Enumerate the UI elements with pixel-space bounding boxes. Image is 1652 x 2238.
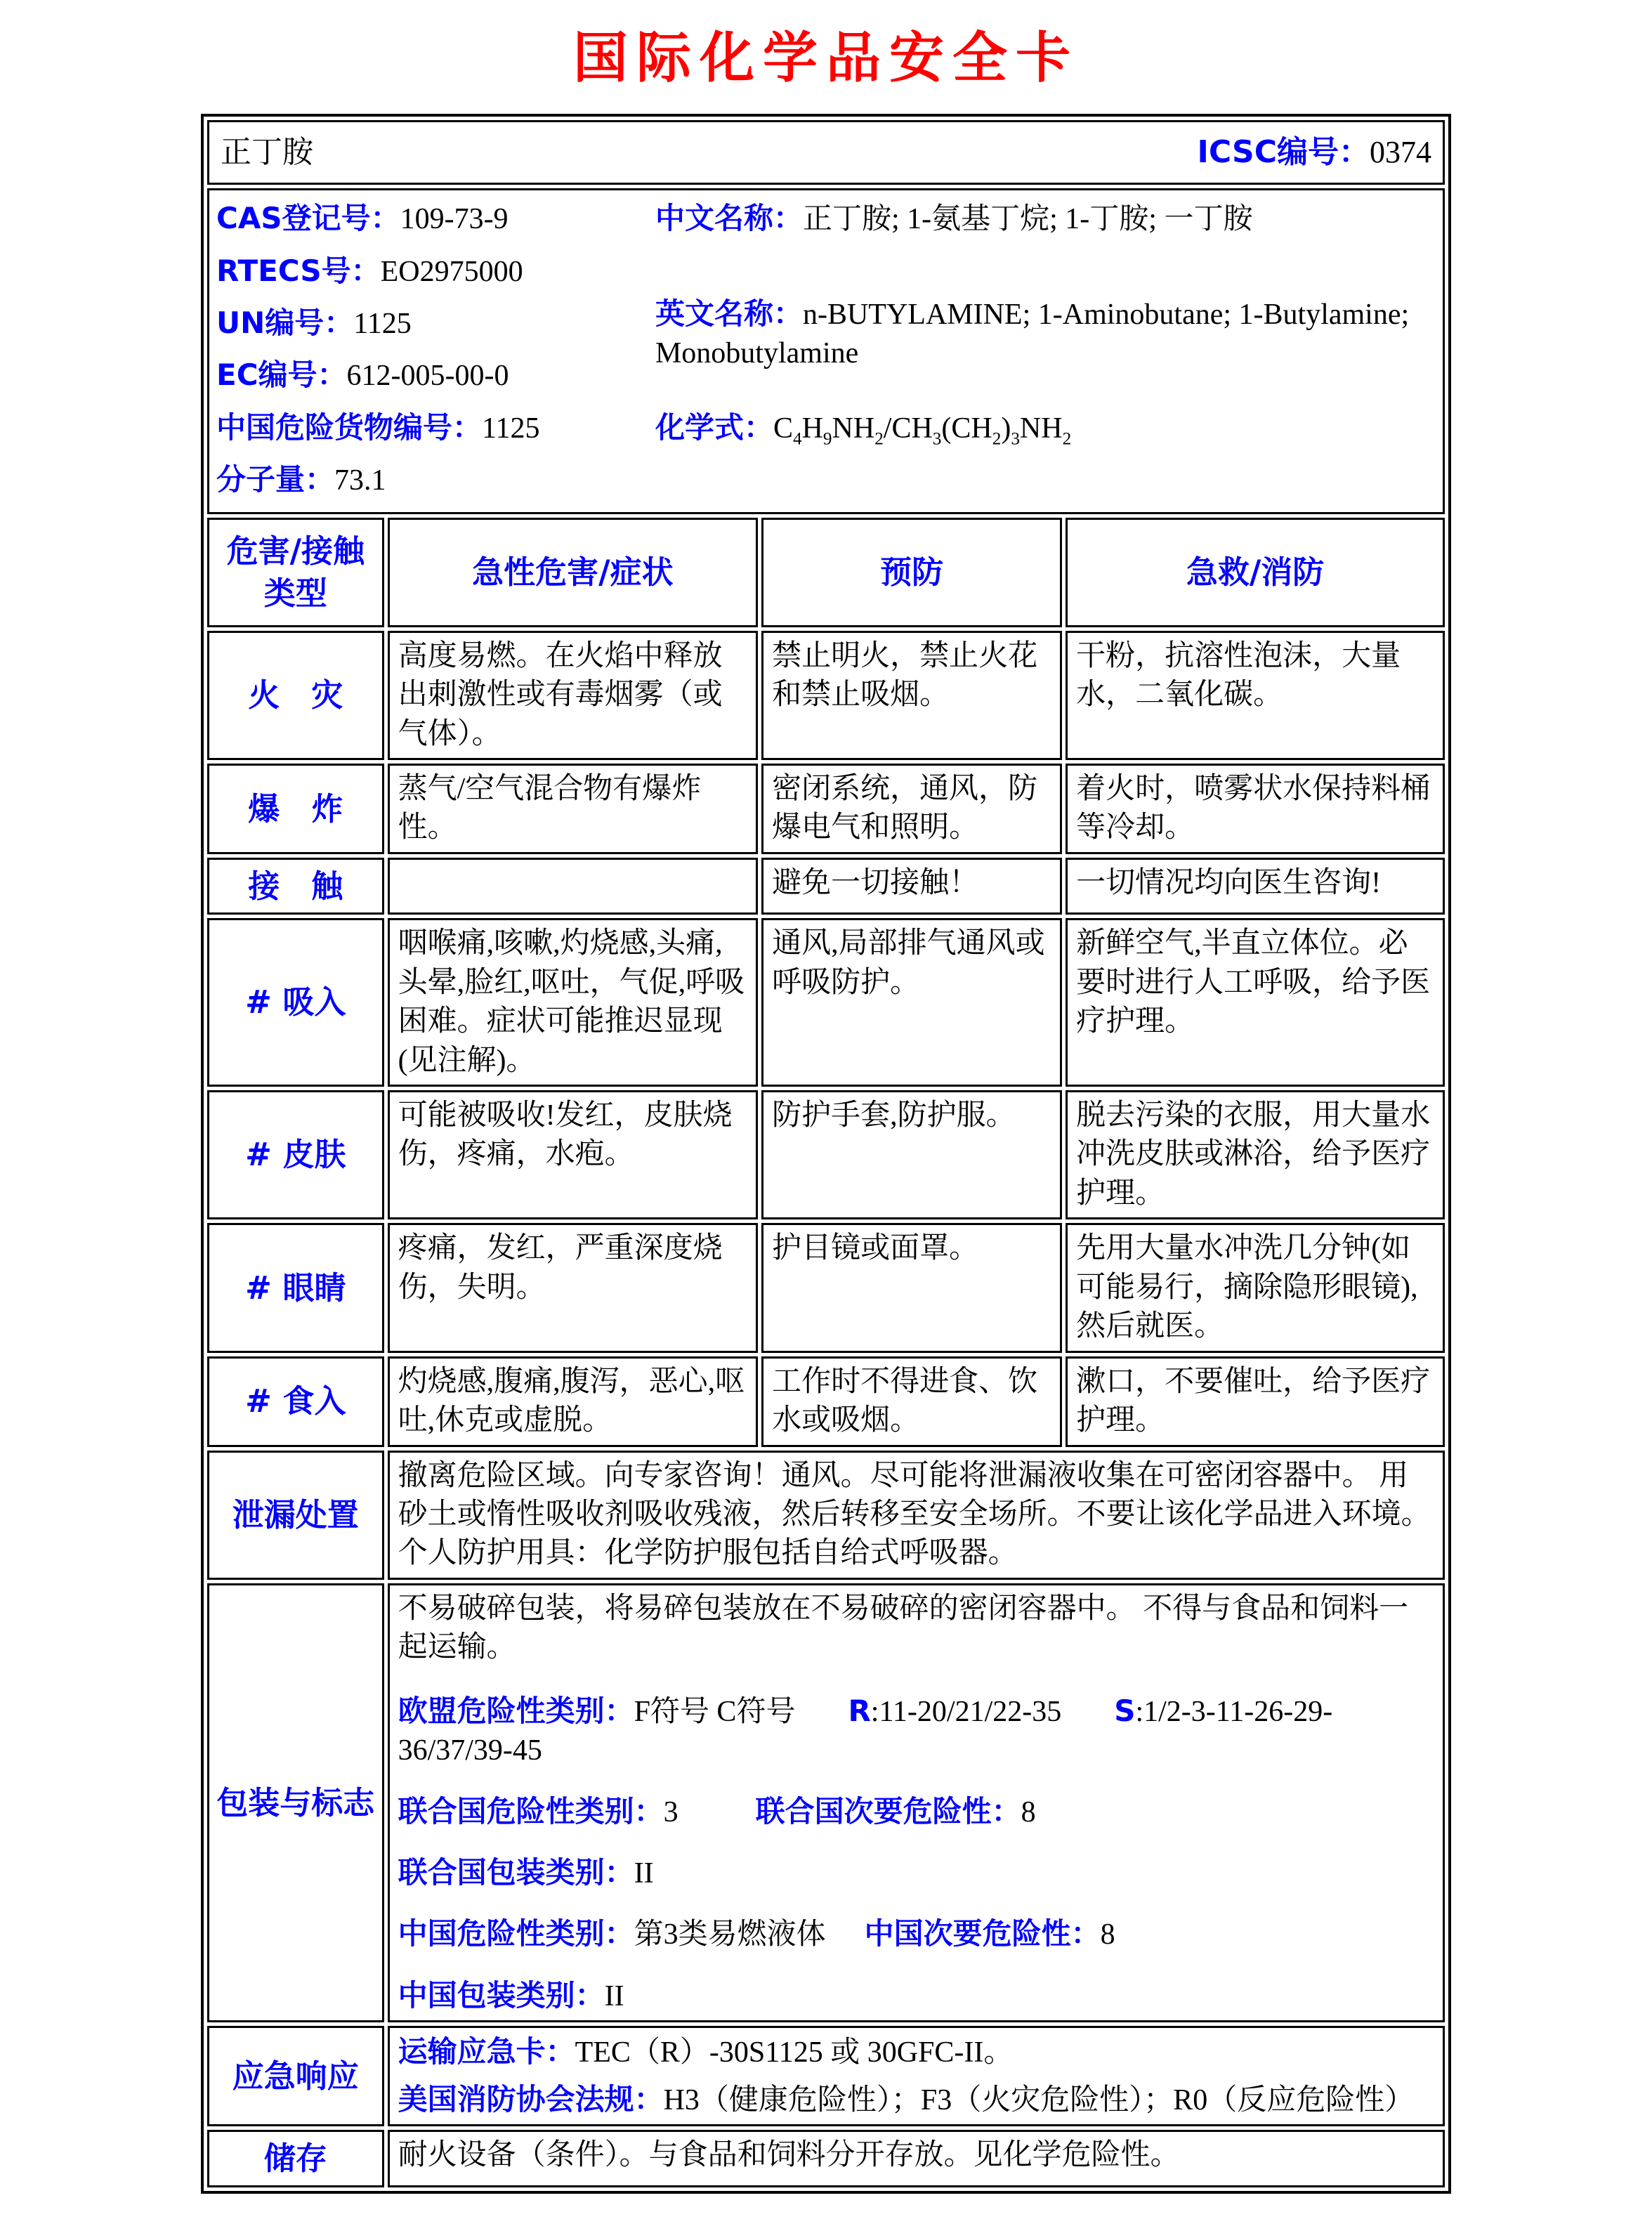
ec-value: 612-005-00-0 bbox=[346, 360, 509, 393]
un-sub-label: 联合国次要危险性： bbox=[755, 1793, 1021, 1828]
formula-label: 化学式： bbox=[655, 410, 773, 445]
packaging-row bbox=[207, 1583, 1445, 2023]
skin-response: 脱去污染的衣服，用大量水冲洗皮肤或淋浴，给予医疗护理。 bbox=[1066, 1090, 1445, 1219]
storage-text: 耐火设备（条件）。与食品和饲料分开存放。见化学危险性。 bbox=[388, 2130, 1445, 2187]
packaging-content bbox=[388, 1583, 1445, 2023]
cn-sub-label: 中国次要危险性： bbox=[864, 1916, 1101, 1951]
packaging-intro: 不易破碎包装，将易碎包装放在不易破碎的密闭容器中。 不得与食品和饲料一起运输。 bbox=[398, 1592, 1409, 1664]
emergency-nfpa-line bbox=[398, 2080, 1434, 2120]
packaging-un-pack-line bbox=[398, 1853, 1434, 1893]
skin-symptoms: 可能被吸收!发红，皮肤烧伤，疼痛，水疱。 bbox=[388, 1090, 759, 1219]
un-class-label: 联合国危险性类别： bbox=[398, 1793, 664, 1828]
identification-registry-column bbox=[216, 199, 655, 501]
ec-number-line bbox=[216, 355, 655, 395]
ingestion-label: # 食入 bbox=[207, 1356, 384, 1447]
icsc-card bbox=[201, 114, 1451, 2194]
icsc-number: 0374 bbox=[1370, 135, 1431, 169]
ingestion-response: 漱口，不要催吐，给予医疗护理。 bbox=[1066, 1356, 1445, 1447]
identification-names-column bbox=[655, 199, 1436, 501]
spill-row bbox=[207, 1451, 1445, 1580]
cn-class-label: 中国危险性类别： bbox=[398, 1916, 634, 1951]
china-dg-value: 1125 bbox=[482, 412, 540, 445]
packaging-cn-line bbox=[398, 1914, 1434, 1954]
inhalation-symptoms: 咽喉痛,咳嗽,灼烧感,头痛,头晕,脸红,呕吐，气促,呼吸困难。症状可能推迟显现(见注解)。 bbox=[388, 918, 759, 1087]
un-value: 1125 bbox=[353, 307, 412, 340]
ec-label: EC编号： bbox=[216, 358, 347, 393]
inhalation-response: 新鲜空气,半直立体位。必要时进行人工呼吸，给予医疗护理。 bbox=[1066, 918, 1445, 1087]
fire-response: 干粉，抗溶性泡沫，大量水，二氧化碳。 bbox=[1066, 631, 1445, 760]
contact-response: 一切情况均向医生咨询! bbox=[1066, 858, 1445, 915]
hazard-row-explosion bbox=[207, 764, 1445, 854]
cn-pack-value: II bbox=[604, 1979, 624, 2013]
molecular-weight-value: 73.1 bbox=[334, 464, 386, 497]
storage-label: 储存 bbox=[207, 2130, 384, 2187]
contact-prevention: 避免一切接触！ bbox=[761, 858, 1062, 915]
cas-label: CAS登记号： bbox=[216, 201, 400, 236]
emergency-row bbox=[207, 2026, 1445, 2126]
fire-prevention: 禁止明火，禁止火花和禁止吸烟。 bbox=[761, 631, 1062, 760]
formula-value: $C_4H_9NH_2/CH_3(CH_2)_3NH_2$ bbox=[773, 412, 1072, 449]
explosion-prevention: 密闭系统，通风，防爆电气和照明。 bbox=[761, 764, 1062, 854]
molecular-weight-label: 分子量： bbox=[216, 462, 335, 497]
ingestion-symptoms: 灼烧感,腹痛,腹泻，恶心,呕吐,休克或虚脱。 bbox=[388, 1356, 759, 1447]
hazard-header-symptoms: 急性危害/症状 bbox=[388, 518, 759, 627]
r-phrase-value: :11-20/21/22-35 bbox=[870, 1695, 1062, 1728]
s-phrase-label: S bbox=[1114, 1693, 1136, 1728]
english-name-line bbox=[655, 294, 1436, 374]
r-phrase-label: R bbox=[848, 1693, 871, 1728]
s-phrase-value: :1/2-3-11-26-29-36/37/39-45 bbox=[398, 1695, 1333, 1767]
packaging-label: 包装与标志 bbox=[207, 1583, 384, 2023]
page-title: 国际化学品安全卡 bbox=[572, 27, 1079, 90]
fire-symptoms: 高度易燃。在火焰中释放出刺激性或有毒烟雾（或气体）。 bbox=[388, 631, 759, 760]
hazard-row-fire bbox=[207, 631, 1445, 760]
rtecs-number-line bbox=[216, 251, 655, 292]
un-pack-label: 联合国包装类别： bbox=[398, 1855, 634, 1890]
chinese-name-line bbox=[655, 199, 1436, 239]
eyes-symptoms: 疼痛，发红，严重深度烧伤，失明。 bbox=[388, 1223, 759, 1352]
hazard-header-response: 急救/消防 bbox=[1066, 518, 1445, 627]
packaging-eu-line bbox=[398, 1691, 1434, 1771]
tec-card-value: TEC（R）-30S1125 或 30GFC-II。 bbox=[575, 2036, 1014, 2069]
contact-label: 接 触 bbox=[207, 858, 384, 915]
hazard-row-contact bbox=[207, 858, 1445, 915]
china-dg-label: 中国危险货物编号： bbox=[216, 410, 483, 445]
identification-cell bbox=[207, 188, 1445, 514]
formula-line bbox=[655, 408, 1436, 448]
explosion-label: 爆 炸 bbox=[207, 764, 384, 854]
hazard-row-ingestion bbox=[207, 1356, 1445, 1447]
hazard-row-inhalation bbox=[207, 918, 1445, 1087]
contact-symptoms bbox=[388, 858, 759, 915]
fire-label: 火 灾 bbox=[207, 631, 384, 760]
inhalation-prevention: 通风,局部排气通风或呼吸防护。 bbox=[761, 918, 1062, 1087]
molecular-weight-line bbox=[216, 460, 655, 500]
rtecs-value: EO2975000 bbox=[380, 255, 523, 288]
nfpa-value: H3（健康危险性）；F3（火灾危险性）；R0（反应危险性） bbox=[663, 2083, 1415, 2116]
un-class-value: 3 bbox=[663, 1795, 678, 1828]
card-name-row bbox=[207, 120, 1445, 185]
hazard-header-row bbox=[207, 518, 1445, 627]
icsc-number-group bbox=[1198, 132, 1431, 173]
hazard-row-skin bbox=[207, 1090, 1445, 1219]
eyes-label: # 眼睛 bbox=[207, 1223, 384, 1352]
eu-class-label: 欧盟危险性类别： bbox=[398, 1693, 634, 1728]
emergency-tec-line bbox=[398, 2032, 1434, 2072]
ingestion-prevention: 工作时不得进食、饮水或吸烟。 bbox=[761, 1356, 1062, 1447]
explosion-response: 着火时，喷雾状水保持料桶等冷却。 bbox=[1066, 764, 1445, 854]
nfpa-label: 美国消防协会法规： bbox=[398, 2081, 664, 2116]
icsc-label: ICSC编号： bbox=[1197, 134, 1370, 170]
packaging-un-line bbox=[398, 1792, 1434, 1832]
hazard-header-prevention: 预防 bbox=[761, 518, 1062, 627]
eyes-prevention: 护目镜或面罩。 bbox=[761, 1223, 1062, 1352]
packaging-cn-pack-line bbox=[398, 1976, 1434, 2016]
cn-sub-value: 8 bbox=[1100, 1918, 1115, 1951]
chinese-name-label: 中文名称： bbox=[655, 201, 803, 236]
spill-label: 泄漏处置 bbox=[207, 1451, 384, 1580]
un-number-line bbox=[216, 303, 655, 343]
card-name-cell bbox=[207, 120, 1445, 185]
eu-symbols: F符号 C符号 bbox=[634, 1695, 796, 1728]
chinese-name-value: 正丁胺; 1-氨基丁烷; 1-丁胺; 一丁胺 bbox=[802, 203, 1253, 236]
hazard-row-eyes bbox=[207, 1223, 1445, 1352]
chemical-name: 正丁胺 bbox=[221, 135, 313, 169]
cn-class-value: 第3类易燃液体 bbox=[634, 1918, 826, 1951]
tec-card-label: 运输应急卡： bbox=[398, 2034, 575, 2069]
un-pack-value: II bbox=[634, 1857, 654, 1890]
rtecs-label: RTECS号： bbox=[216, 253, 381, 288]
china-dg-number-line bbox=[216, 408, 655, 448]
eyes-response: 先用大量水冲洗几分钟(如可能易行，摘除隐形眼镜),然后就医。 bbox=[1066, 1223, 1445, 1352]
hazard-header-type: 危害/接触类型 bbox=[207, 518, 384, 627]
skin-label: # 皮肤 bbox=[207, 1090, 384, 1219]
identification-row bbox=[207, 188, 1445, 514]
english-name-value: n-BUTYLAMINE; 1-Aminobutane; 1-Butylamine; Monobutylamine bbox=[655, 298, 1410, 369]
explosion-symptoms: 蒸气/空气混合物有爆炸性。 bbox=[388, 764, 759, 854]
spill-text: 撤离危险区域。向专家咨询！通风。尽可能将泄漏液收集在可密闭容器中。 用砂土或惰性吸收剂吸收残液，然后转移至安全场所。不要让该化学品进入环境。个人防护用具：化学防护服包括自给式呼吸器。 bbox=[388, 1451, 1445, 1580]
skin-prevention: 防护手套,防护服。 bbox=[761, 1090, 1062, 1219]
cas-value: 109-73-9 bbox=[400, 203, 509, 236]
emergency-content bbox=[388, 2026, 1445, 2126]
english-name-label: 英文名称： bbox=[655, 296, 803, 331]
storage-row bbox=[207, 2130, 1445, 2187]
cas-number-line bbox=[216, 199, 655, 239]
inhalation-label: # 吸入 bbox=[207, 918, 384, 1087]
cn-pack-label: 中国包装类别： bbox=[398, 1977, 605, 2013]
un-label: UN编号： bbox=[216, 305, 354, 340]
emergency-label: 应急响应 bbox=[207, 2026, 384, 2126]
un-sub-value: 8 bbox=[1021, 1795, 1036, 1828]
